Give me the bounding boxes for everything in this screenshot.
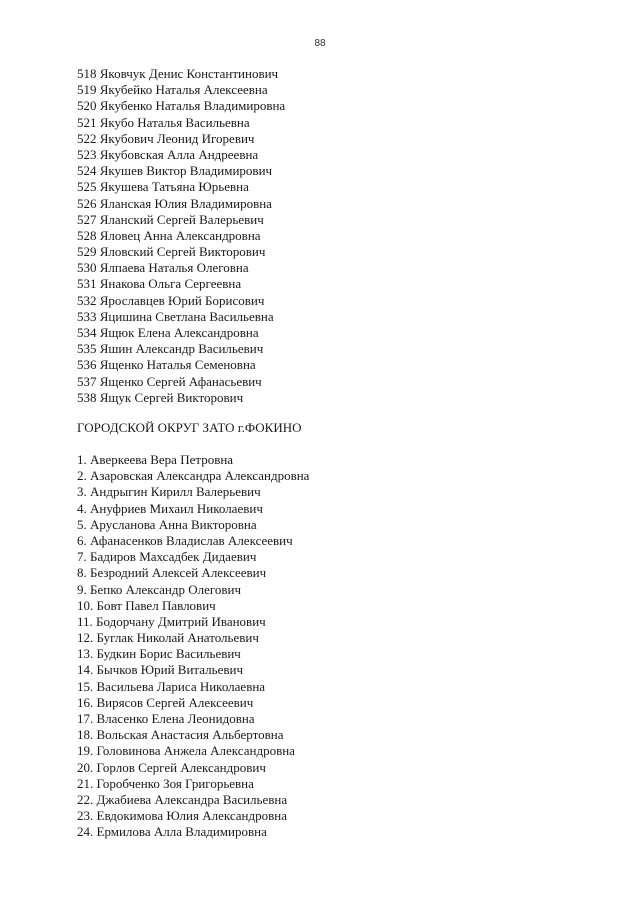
list-item: 19. Головинова Анжела Александровна — [77, 743, 295, 759]
list-item: 533 Яцишина Светлана Васильевна — [77, 308, 274, 324]
list-item: 3. Андрыгин Кирилл Валерьевич — [77, 484, 261, 500]
list-item: 534 Ящюк Елена Александровна — [77, 325, 259, 340]
list-item: 525 Якушева Татьяна Юрьевна — [77, 179, 249, 195]
list-item: 530 Ялпаева Наталья Олеговна — [77, 260, 249, 276]
list-item: 522 Якубович Леонид Игоревич — [77, 130, 255, 146]
list-item: 17. Власенко Елена Леонидовна — [77, 711, 255, 726]
list-item: 8. Безродний Алексей Алексеевич — [77, 565, 267, 581]
list-item: 12. Буглак Николай Анатольевич — [77, 630, 259, 646]
list-item: 519 Якубейко Наталья Алексеевна — [77, 82, 268, 98]
list-item: 18. Вольская Анастасия Альбертовна — [77, 727, 284, 743]
list-item: 535 Яшин Александр Васильевич — [77, 341, 264, 357]
list-item: 1. Аверкеева Вера Петровна — [77, 452, 234, 467]
list-item: 10. Бовт Павел Павлович — [77, 597, 216, 613]
list-item: 15. Васильева Лариса Николаевна — [77, 678, 266, 694]
list-item: 521 Якубо Наталья Васильевна — [77, 114, 250, 130]
list-item: 13. Будкин Борис Васильевич — [77, 646, 241, 662]
list-item: 9. Бепко Александр Олегович — [77, 581, 242, 597]
list-item: 531 Янакова Ольга Сергеевна — [77, 276, 242, 292]
list-item: 14. Бычков Юрий Витальевич — [77, 662, 243, 678]
list-item: 2. Азаровская Александра Александровна — [77, 468, 310, 484]
list-item: 527 Яланский Сергей Валерьевич — [77, 211, 264, 227]
list-item: 529 Яловский Сергей Викторович — [77, 244, 266, 260]
list-item: 22. Джабиева Александра Васильевна — [77, 791, 288, 807]
list-item: 16. Вирясов Сергей Алексеевич — [77, 694, 254, 710]
list-item: 518 Яковчук Денис Константинович — [77, 66, 279, 81]
section-heading: ГОРОДСКОЙ ОКРУГ ЗАТО г.ФОКИНО — [77, 420, 302, 435]
list-item: 7. Бадиров Махсадбек Дидаевич — [77, 549, 257, 565]
list-item: 520 Якубенко Наталья Владимировна — [77, 98, 286, 114]
list-item: 537 Ященко Сергей Афанасьевич — [77, 373, 262, 389]
list-item: 5. Арусланова Анна Викторовна — [77, 516, 257, 532]
list-item: 21. Горобченко Зоя Григорьевна — [77, 775, 254, 791]
list-item: 4. Ануфриев Михаил Николаевич — [77, 500, 263, 516]
list-item: 532 Ярославцев Юрий Борисович — [77, 292, 265, 308]
list-item: 24. Ермилова Алла Владимировна — [77, 824, 267, 840]
page-number: 88 — [314, 38, 326, 49]
list-item: 536 Ященко Наталья Семеновна — [77, 357, 256, 373]
list-item: 526 Яланская Юлия Владимировна — [77, 195, 272, 211]
list-item: 523 Якубовская Алла Андреевна — [77, 146, 259, 162]
list-item: 11. Бодорчану Дмитрий Иванович — [77, 613, 266, 629]
list-item: 23. Евдокимова Юлия Александровна — [77, 808, 287, 824]
list-item: 528 Яловец Анна Александровна — [77, 227, 261, 243]
list-item: 524 Якушев Виктор Владимирович — [77, 163, 273, 179]
section-name-list — [77, 452, 309, 841]
list-item: 20. Горлов Сергей Александрович — [77, 759, 266, 775]
list-item: 538 Ящук Сергей Викторович — [77, 389, 244, 405]
list-item: 6. Афанасенков Владислав Алексеевич — [77, 532, 293, 548]
continued-name-list — [77, 66, 285, 406]
